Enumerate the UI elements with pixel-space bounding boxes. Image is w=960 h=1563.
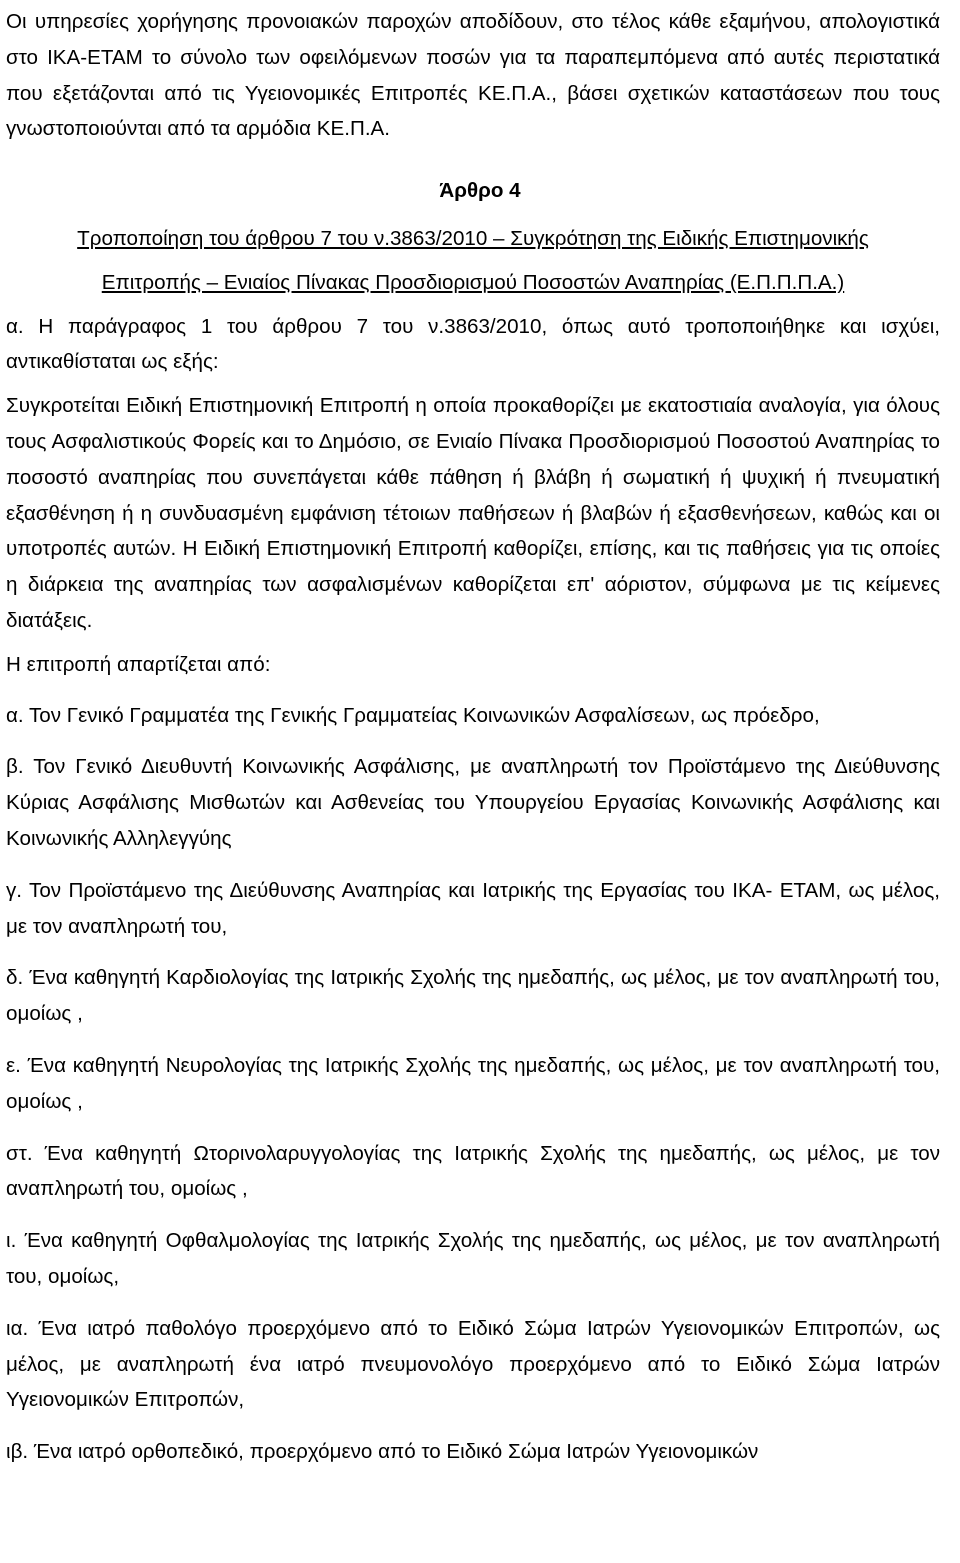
- article-subtitle-line-2: Επιτροπής – Ενιαίος Πίνακας Προσδιορισμού Ποσοστών Αναπηρίας (Ε.Π.Π.Π.Α.): [101, 270, 845, 294]
- intro-paragraph: Οι υπηρεσίες χορήγησης προνοιακών παροχών αποδίδουν, στο τέλος κάθε εξαμήνου, απολογιστικά στο ΙΚΑ-ΕΤΑΜ το σύνολο των οφειλόμενων ποσών για τα παραπεμπόμενα από αυτές περιστατικά που εξετάζονται από τις Υγειονομικές Επιτροπές ΚΕ.Π.Α., βάσει σχετικών καταστάσεων που τους γνωστοποιούνται από τα αρμόδια ΚΕ.Π.Α.: [6, 10, 940, 141]
- member-item: β. Τον Γενικό Διευθυντή Κοινωνικής Ασφάλισης, με αναπληρωτή τον Προϊστάμενο της Διεύθυνσης Κύριας Ασφάλισης Μισθωτών και Ασθενείας του Υπουργείου Εργασίας Κοινωνικής Ασφάλισης και Κοινωνικής Αλληλεγγύης: [6, 755, 940, 850]
- member-item: ια. Ένα ιατρό παθολόγο προερχόμενο από το Ειδικό Σώμα Ιατρών Υγειονομικών Επιτροπών, ως μέλος, με αναπληρωτή ένα ιατρό πνευμονολόγο προερχόμενο από το Ειδικό Σώμα Ιατρών Υγειονομικών Επιτροπών,: [6, 1316, 940, 1412]
- member-item: ε. Ένα καθηγητή Νευρολογίας της Ιατρικής Σχολής της ημεδαπής, ως μέλος, με τον αναπληρωτή του, ομοίως ,: [6, 1053, 940, 1113]
- member-item: δ. Ένα καθηγητή Καρδιολογίας της Ιατρικής Σχολής της ημεδαπής, ως μέλος, με τον αναπληρωτή του, ομοίως ,: [6, 966, 940, 1026]
- body-paragraph: Συγκροτείται Ειδική Επιστημονική Επιτροπή η οποία προκαθορίζει με εκατοστιαία αναλογία, για όλους τους Ασφαλιστικούς Φορείς και το Δημόσιο, σε Ενιαίο Πίνακα Προσδιορισμού Ποσοστού Αναπηρίας το ποσοστό αναπηρίας που συνεπάγεται κάθε πάθηση ή βλάβη ή σωματική ή ψυχική ή πνευματική εξασθένηση ή η συνδυασμένη εμφάνιση τέτοιων παθήσεων ή βλαβών ή εξασθενήσεων, καθώς και οι υποτροπές αυτών. Η Ειδική Επιστημονική Επιτροπή καθορίζει, επίσης, και τις παθήσεις για τις οποίες η διάρκεια της αναπηρίας των ασφαλισμένων καθορίζεται επ' αόριστον, σύμφωνα με τις κείμενες διατάξεις.: [6, 394, 940, 632]
- member-item: ι. Ένα καθηγητή Οφθαλμολογίας της Ιατρικής Σχολής της ημεδαπής, ως μέλος, με τον αναπληρωτή του, ομοίως,: [6, 1229, 940, 1288]
- member-item: α. Τον Γενικό Γραμματέα της Γενικής Γραμματείας Κοινωνικών Ασφαλίσεων, ως πρόεδρο,: [6, 703, 820, 727]
- committee-intro: Η επιτροπή απαρτίζεται από:: [6, 652, 271, 676]
- article-title: Άρθρο 4: [439, 179, 521, 203]
- member-item: στ. Ένα καθηγητή Ωτορινολαρυγγολογίας της Ιατρικής Σχολής της ημεδαπής, ως μέλος, με τον αναπληρωτή του, ομοίως ,: [6, 1141, 940, 1201]
- article-subtitle-line-1: Τροποποίηση του άρθρου 7 του ν.3863/2010 – Συγκρότηση της Ειδικής Επιστημονικής: [77, 226, 869, 250]
- paragraph-a-lead: α. Η παράγραφος 1 του άρθρου 7 του ν.3863/2010, όπως αυτό τροποποιήθηκε και ισχύει, αντικαθίσταται ως εξής:: [6, 314, 940, 374]
- member-item: ιβ. Ένα ιατρό ορθοπεδικό, προερχόμενο από το Ειδικό Σώμα Ιατρών Υγειονομικών: [6, 1440, 759, 1464]
- member-item: γ. Τον Προϊστάμενο της Διεύθυνσης Αναπηρίας και Ιατρικής της Εργασίας του ΙΚΑ- ΕΤΑΜ, ως μέλος, με τον αναπληρωτή του,: [6, 878, 940, 938]
